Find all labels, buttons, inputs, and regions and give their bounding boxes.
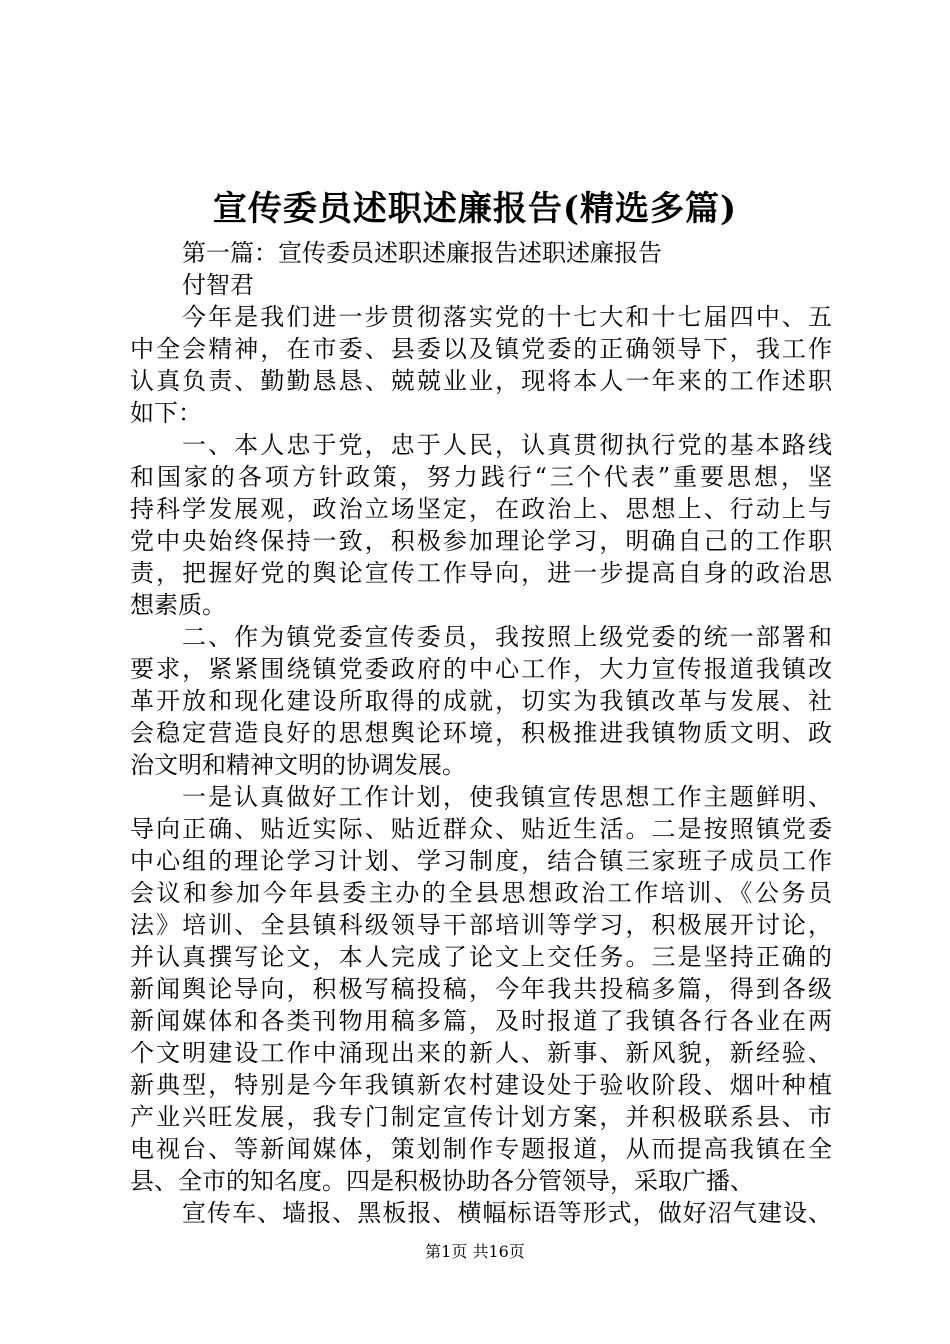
section-heading: 第一篇：宣传委员述职述廉报告述职述廉报告 bbox=[182, 239, 662, 267]
text-line: 如下： bbox=[130, 399, 202, 427]
text-line: 和国家的各项方针政策，努力践行“三个代表”重要思想，坚 bbox=[130, 463, 832, 491]
text-line: 一是认真做好工作计划，使我镇宣传思想工作主题鲜明、 bbox=[182, 783, 832, 811]
text-line: 个文明建设工作中涌现出来的新人、新事、新风貌，新经验、 bbox=[130, 1039, 832, 1067]
text-line: 宣传车、墙报、黑板报、横幅标语等形式，做好沼气建设、 bbox=[182, 1199, 832, 1227]
text-line: 革开放和现化建设所取得的成就，切实为我镇改革与发展、社 bbox=[130, 687, 832, 715]
author-name: 付智君 bbox=[182, 271, 254, 299]
text-line: 县、全市的知名度。四是积极协助各分管领导，采取广播、 bbox=[130, 1167, 754, 1195]
text-line: 并认真撰写论文，本人完成了论文上交任务。三是坚持正确的 bbox=[130, 943, 832, 971]
text-line: 党中央始终保持一致，积极参加理论学习，明确自己的工作职 bbox=[130, 527, 832, 555]
document-title: 宣传委员述职述廉报告(精选多篇) bbox=[212, 189, 738, 229]
text-line: 新典型，特别是今年我镇新农村建设处于验收阶段、烟叶种植 bbox=[130, 1071, 832, 1099]
text-line: 想素质。 bbox=[130, 591, 226, 619]
text-line: 中全会精神，在市委、县委以及镇党委的正确领导下，我工作 bbox=[130, 335, 832, 363]
page-number: 第1页 共16页 bbox=[425, 1242, 525, 1261]
text-line: 电视台、等新闻媒体，策划制作专题报道，从而提高我镇在全 bbox=[130, 1135, 832, 1163]
text-line: 导向正确、贴近实际、贴近群众、贴近生活。二是按照镇党委 bbox=[130, 815, 832, 843]
text-line: 法》培训、全县镇科级领导干部培训等学习，积极展开讨论， bbox=[130, 911, 832, 939]
text-line: 持科学发展观，政治立场坚定，在政治上、思想上、行动上与 bbox=[130, 495, 832, 523]
text-line: 会议和参加今年县委主办的全县思想政治工作培训、《公务员 bbox=[130, 879, 832, 907]
text-line: 一、本人忠于党，忠于人民，认真贯彻执行党的基本路线 bbox=[182, 431, 832, 459]
document-body bbox=[130, 237, 832, 1229]
text-line: 责，把握好党的舆论宣传工作导向，进一步提高自身的政治思 bbox=[130, 559, 832, 587]
text-line: 要求，紧紧围绕镇党委政府的中心工作，大力宣传报道我镇改 bbox=[130, 655, 832, 683]
text-line: 新闻媒体和各类刊物用稿多篇，及时报道了我镇各行各业在两 bbox=[130, 1007, 832, 1035]
text-line: 二、作为镇党委宣传委员，我按照上级党委的统一部署和 bbox=[182, 623, 832, 651]
text-line: 会稳定营造良好的思想舆论环境，积极推进我镇物质文明、政 bbox=[130, 719, 832, 747]
text-line: 新闻舆论导向，积极写稿投稿，今年我共投稿多篇，得到各级 bbox=[130, 975, 832, 1003]
text-line: 产业兴旺发展，我专门制定宣传计划方案，并积极联系县、市 bbox=[130, 1103, 832, 1131]
text-line: 认真负责、勤勤恳恳、兢兢业业，现将本人一年来的工作述职 bbox=[130, 367, 832, 395]
text-line: 治文明和精神文明的协调发展。 bbox=[130, 751, 466, 779]
text-line: 中心组的理论学习计划、学习制度，结合镇三家班子成员工作 bbox=[130, 847, 832, 875]
text-line: 今年是我们进一步贯彻落实党的十七大和十七届四中、五 bbox=[182, 303, 832, 331]
